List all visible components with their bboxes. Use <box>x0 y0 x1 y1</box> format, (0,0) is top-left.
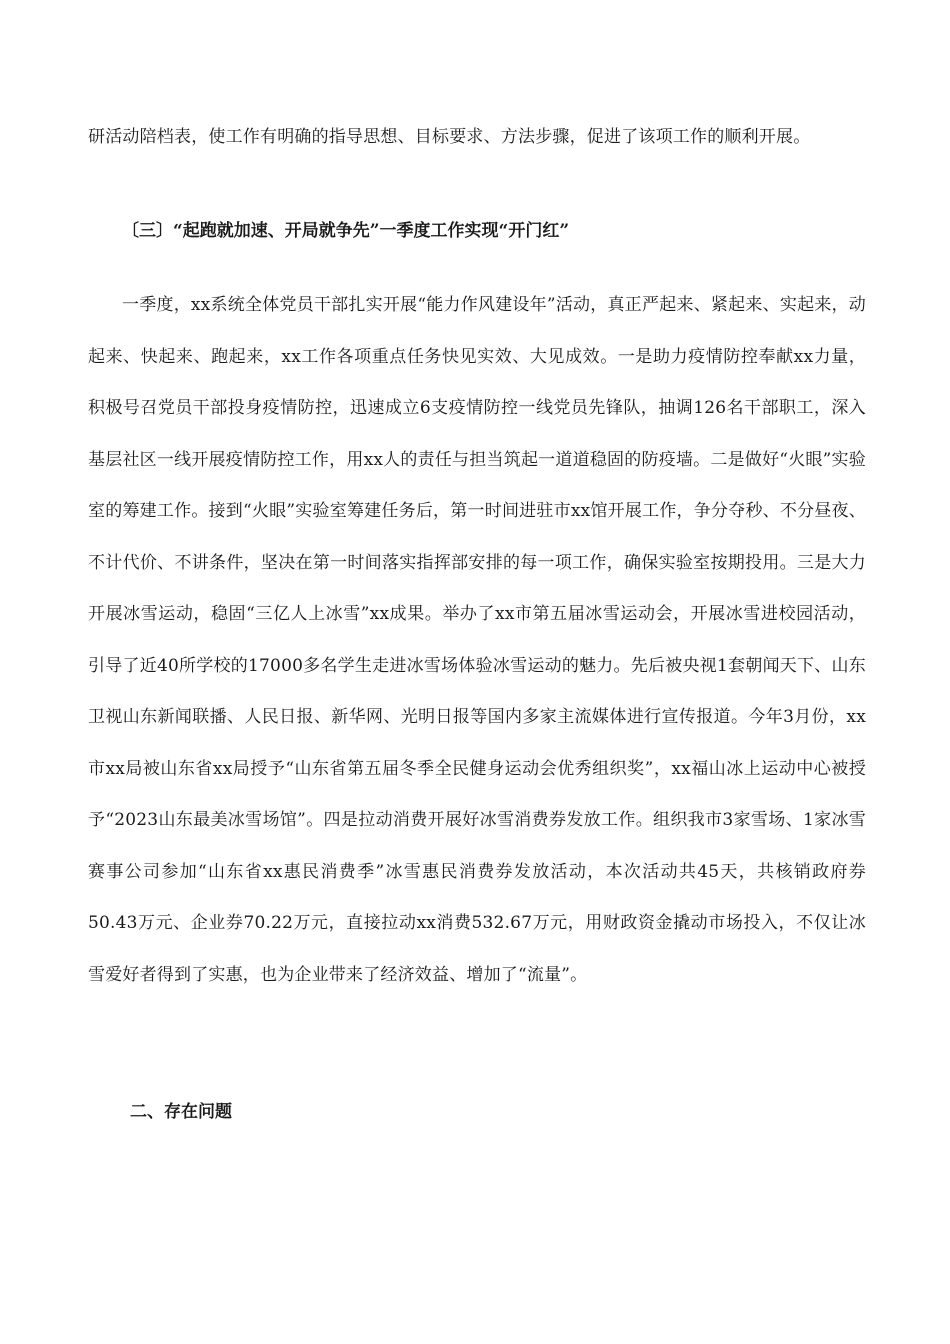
section-heading-issues: 二、存在问题 <box>130 1102 232 1122</box>
body-paragraph: 一季度，xx系统全体党员干部扎实开展“能力作风建设年”活动，真正严起来、紧起来、实起来，动起来、快起来、跑起来，xx工作各项重点任务快见实效、大见成效。一是助力疫情防控奉献xx力量，积极号召党员干部投身疫情防控，迅速成立6支疫情防控一线党员先锋队，抽调126名干部职工，深入基层社区一线开展疫情防控工作，用xx人的责任与担当筑起一道道稳固的防疫墙。二是做好“火眼”实验室的筹建工作。接到“火眼”实验室筹建任务后，第一时间进驻市xx馆开展工作，争分夺秒、不分昼夜、不计代价、不讲条件，坚决在第一时间落实指挥部安排的每一项工作，确保实验室按期投用。三是大力开展冰雪运动，稳固“三亿人上冰雪”xx成果。举办了xx市第五届冰雪运动会，开展冰雪进校园活动，引导了近40所学校的17000多名学生走进冰雪场体验冰雪运动的魅力。先后被央视1套朝闻天下、山东卫视山东新闻联播、人民日报、新华网、光明日报等国内多家主流媒体进行宣传报道。今年3月份，xx市xx局被山东省xx局授予“山东省第五届冬季全民健身运动会优秀组织奖”，xx福山冰上运动中心被授予“2023山东最美冰雪场馆”。四是拉动消费开展好冰雪消费券发放工作。组织我市3家雪场、1家冰雪赛事公司参加“山东省xx惠民消费季”冰雪惠民消费券发放活动，本次活动共45天，共核销政府券50.43万元、企业券70.22万元，直接拉动xx消费532.67万元，用财政资金撬动市场投入，不仅让冰雪爱好者得到了实惠，也为企业带来了经济效益、增加了“流量”。 <box>88 295 866 985</box>
continuation-paragraph: 研活动陪档表，使工作有明确的指导思想、目标要求、方法步骤，促进了该项工作的顺利开展。 <box>88 127 811 147</box>
section-heading-three: 〔三〕“起跑就加速、开局就争先”一季度工作实现“开门红” <box>122 221 570 241</box>
